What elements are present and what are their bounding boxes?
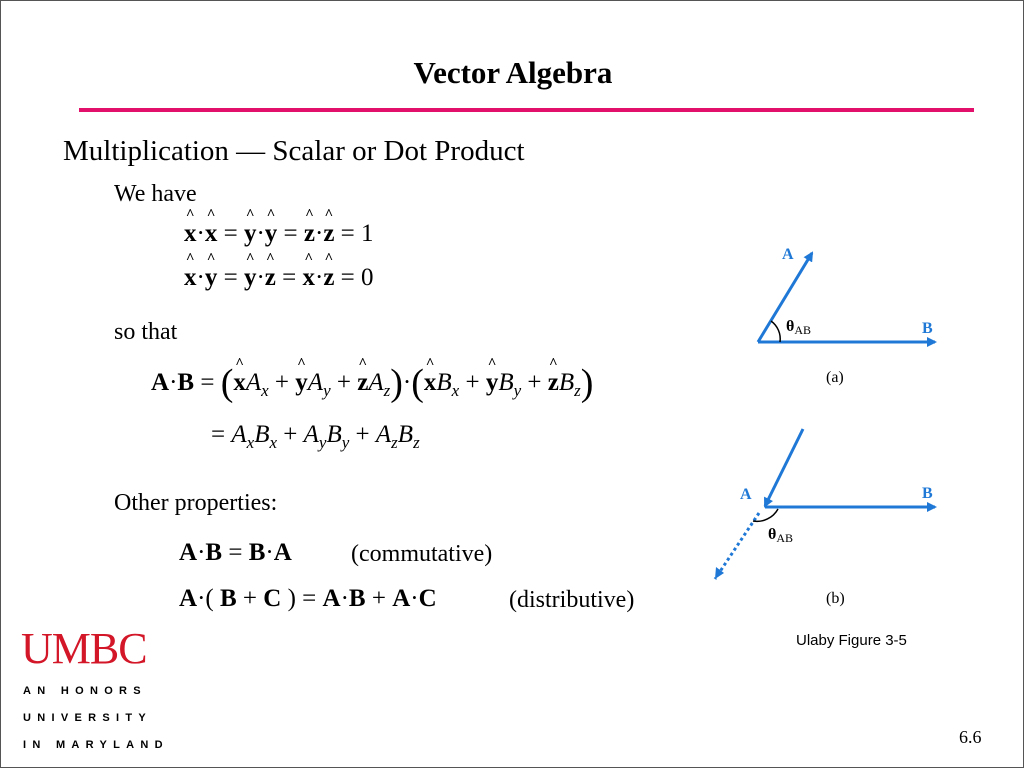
distributive-label: (distributive) xyxy=(509,587,635,613)
commutative-label: (commutative) xyxy=(351,541,493,567)
page-number: 6.6 xyxy=(959,727,982,747)
commutative-property: A·B = B·A xyxy=(179,539,292,566)
unit-vector-equation-2: ^ x·^ y = ^ y·^ z = ^ x·^ z = 0 xyxy=(184,264,374,292)
label-b-b: B xyxy=(922,485,933,502)
label-b-a: B xyxy=(922,320,933,337)
umbc-logo: UMBC xyxy=(21,624,147,673)
distributive-property: A·( B + C ) = A·B + A·C xyxy=(179,585,437,612)
logo-tagline-2: UNIVERSITY xyxy=(23,712,153,724)
title-rule xyxy=(79,108,974,112)
theta-label-b: θAB xyxy=(768,526,794,545)
intro-text: We have xyxy=(114,181,197,207)
vector-a-b xyxy=(765,429,803,506)
label-a-b: A xyxy=(740,486,752,503)
unit-vector-equation-1: ^ x·^ x = ^ y·^ y = ^ z·^ z = 1 xyxy=(184,220,374,248)
dot-product-result: = $A_xB_x + A_yB_y + A_zB_z$ xyxy=(211,421,420,452)
so-that-text: so that xyxy=(114,319,178,345)
logo-tagline-1: AN HONORS xyxy=(23,685,147,697)
slide-title: Vector Algebra xyxy=(413,55,613,90)
dot-product-expansion: A·B = (^ $xA_x$ + ^ $yA_y$ + ^ $zA_z)\cdot(\^{}$ $xB_x$ + ^ $yB_y$ + ^ $zB_z$) xyxy=(151,369,593,397)
logo-tagline-3: IN MARYLAND xyxy=(23,739,169,751)
caption-b: (b) xyxy=(826,590,845,607)
equation-2-value: 0 xyxy=(361,264,374,291)
label-a-a: A xyxy=(782,246,794,263)
other-properties-text: Other properties: xyxy=(114,490,278,516)
theta-label-a: θAB xyxy=(786,318,812,337)
angle-arc-a xyxy=(771,321,780,342)
angle-arc-b xyxy=(753,509,778,521)
section-heading: Multiplication — Scalar or Dot Product xyxy=(63,135,525,167)
caption-a: (a) xyxy=(826,369,844,386)
equation-1-value: 1 xyxy=(361,220,374,247)
vector-a-extension xyxy=(715,513,759,579)
vector-figure xyxy=(701,236,981,636)
figure-credit: Ulaby Figure 3-5 xyxy=(796,632,907,649)
